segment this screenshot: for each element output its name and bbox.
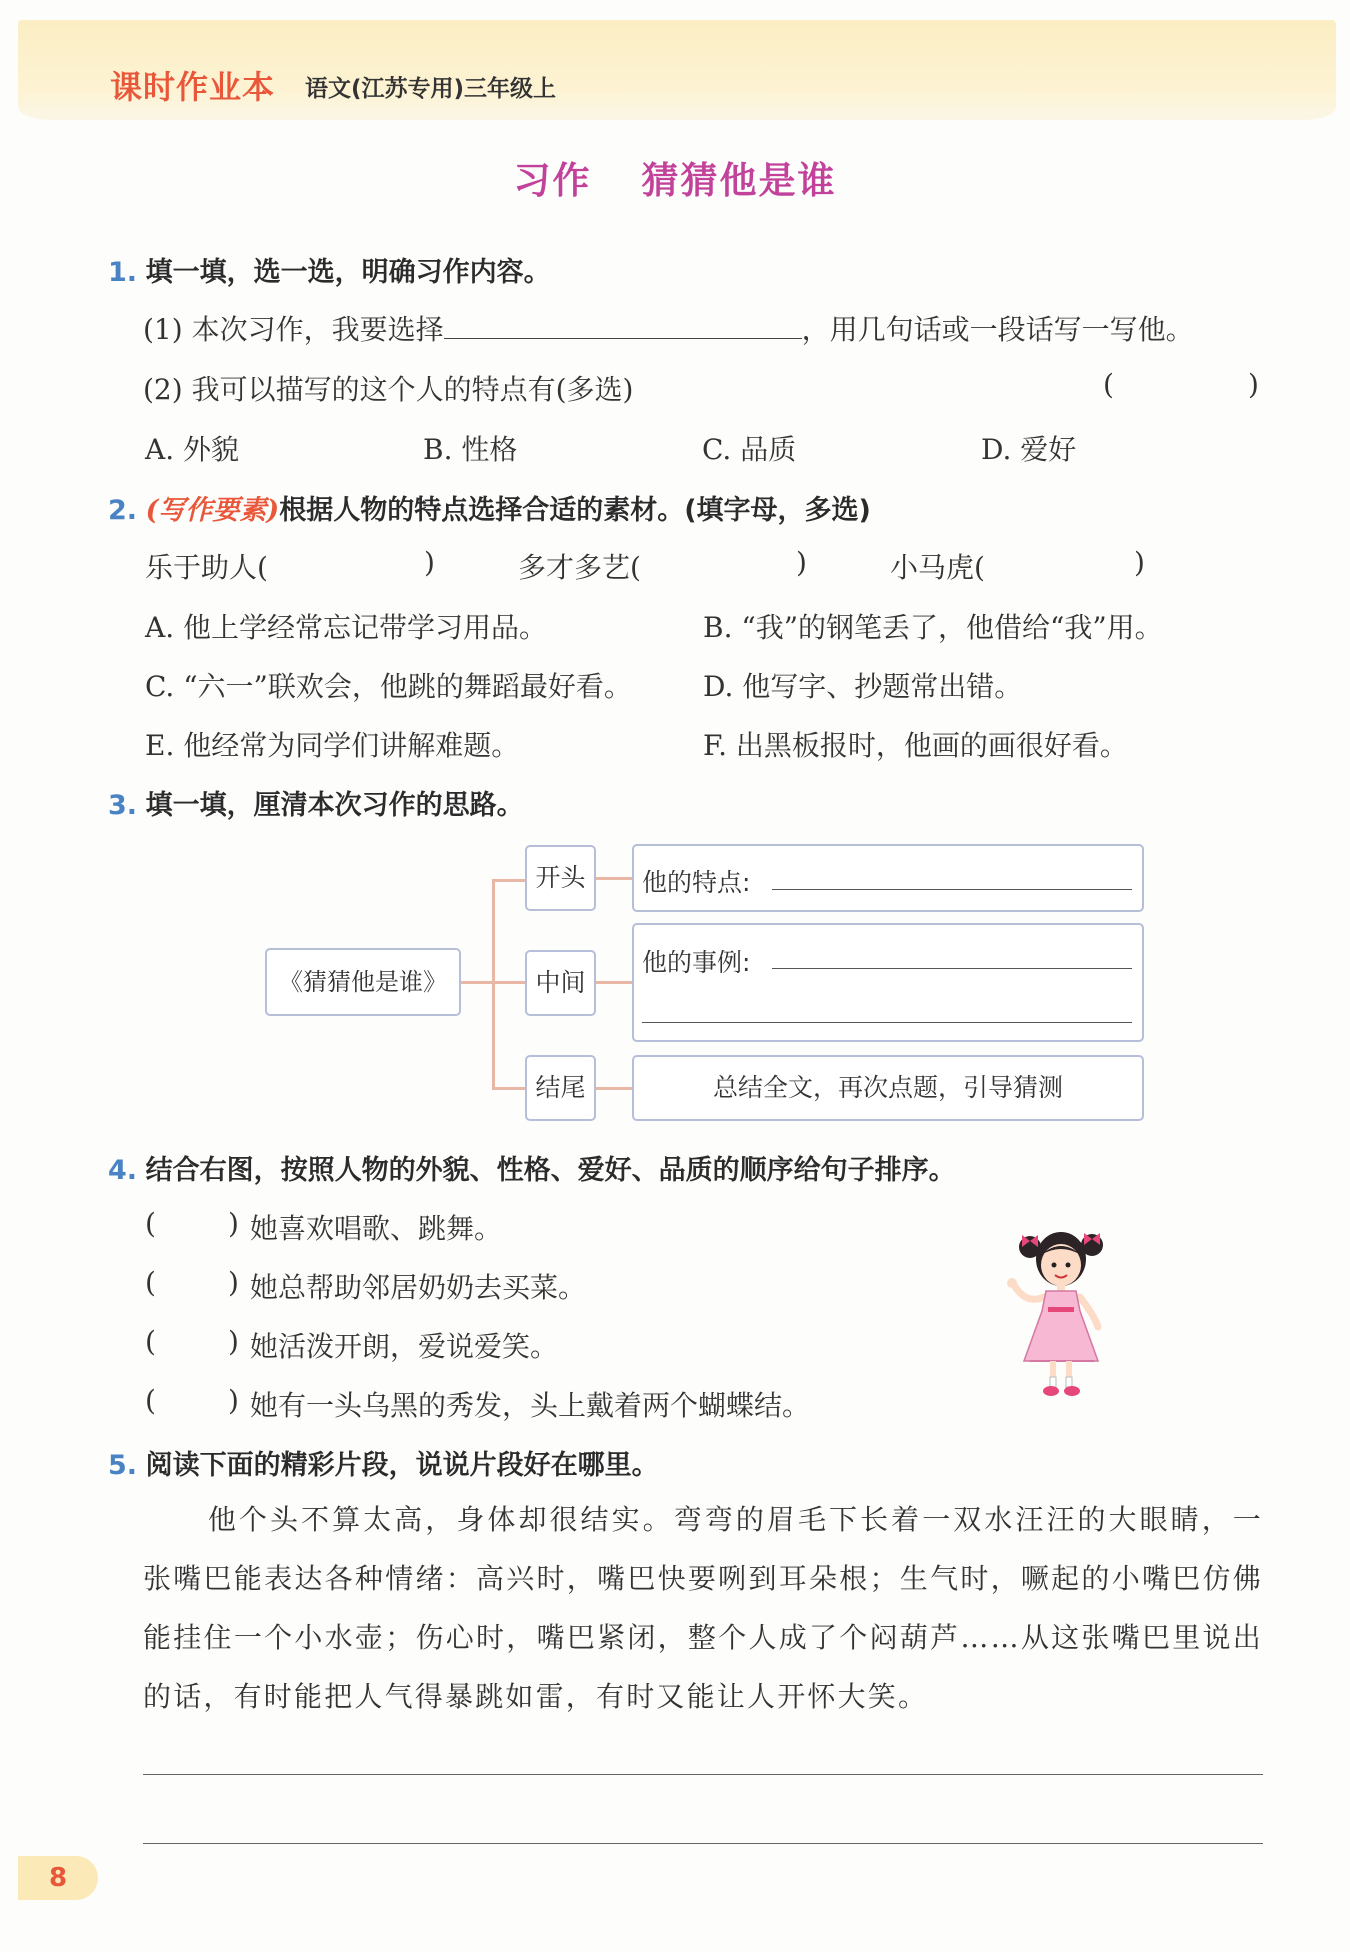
connector [596, 877, 634, 880]
paren-close: ) [424, 546, 435, 579]
connector [492, 879, 527, 882]
q4-order-field[interactable] [163, 1325, 221, 1361]
q4-order-field[interactable] [163, 1207, 221, 1243]
q1-option: C. 品质 [702, 433, 797, 466]
q2-option: F. 出黑板报时，他画的画很好看。 [703, 729, 1128, 762]
q4-item: 她总帮助邻居奶奶去买菜。 [250, 1271, 587, 1304]
start-label: 他的特点: [642, 868, 751, 897]
start-fill-line[interactable] [772, 889, 1132, 890]
page-number: 8 [18, 1856, 98, 1900]
question-text: 根据人物的特点选择合适的素材。(填字母，多选) [279, 495, 871, 526]
question-text: 结合右图，按照人物的外貌、性格、爱好、品质的顺序给句子排序。 [145, 1155, 956, 1186]
question-number: 5. [108, 1450, 138, 1481]
branch-start: 开头 [525, 845, 596, 911]
diagram-root: 《猜猜他是谁》 [265, 948, 461, 1016]
q1-sub1-suffix: ，用几句话或一段话写一写他。 [801, 313, 1194, 346]
middle-fill-line[interactable] [772, 968, 1132, 969]
q1-sub2-paren-close: ) [1248, 368, 1259, 401]
q4-item: 她喜欢唱歌、跳舞。 [250, 1212, 503, 1245]
q4-item: 她活泼开朗，爱说爱笑。 [250, 1330, 559, 1363]
trait-talented: 多才多艺( [518, 551, 641, 584]
q2-option: A. 他上学经常忘记带学习用品。 [145, 611, 548, 644]
connector [492, 879, 495, 1089]
q4-paren-open: ( [145, 1207, 156, 1240]
connector [492, 981, 527, 984]
q4-order-field[interactable] [163, 1266, 221, 1302]
q1-option: D. 爱好 [981, 433, 1077, 466]
question-text: 填一填，选一选，明确习作内容。 [145, 257, 551, 288]
q4-paren-close: ) [228, 1325, 239, 1358]
connector [596, 1087, 634, 1090]
question-2 [108, 488, 871, 527]
answer-line[interactable] [143, 1843, 1263, 1844]
paren-close: ) [796, 546, 807, 579]
q2-option: D. 他写字、抄题常出错。 [703, 670, 1023, 703]
trait-careless-field[interactable] [1006, 546, 1131, 582]
q4-paren-open: ( [145, 1384, 156, 1417]
branch-middle: 中间 [525, 950, 596, 1016]
question-number: 3. [108, 790, 138, 821]
q1-option: A. 外貌 [145, 433, 240, 466]
question-text: 填一填，厘清本次习作的思路。 [145, 790, 524, 821]
answer-line[interactable] [143, 1774, 1263, 1775]
q1-sub1 [143, 308, 1194, 348]
middle-label: 他的事例: [642, 948, 751, 977]
q4-paren-close: ) [228, 1384, 239, 1417]
question-text: 阅读下面的精彩片段，说说片段好在哪里。 [145, 1450, 659, 1481]
question-1 [108, 250, 551, 289]
title-part2: 猜猜他是谁 [641, 159, 837, 202]
q4-order-field[interactable] [163, 1384, 221, 1420]
question-3 [108, 783, 524, 822]
connector [596, 981, 634, 984]
brand-title: 课时作业本 [110, 68, 276, 106]
q2-option: B. “我”的钢笔丢了，他借给“我”用。 [703, 611, 1163, 644]
question-4 [108, 1148, 956, 1187]
girl-illustration [1000, 1215, 1120, 1415]
q2-option: E. 他经常为同学们讲解难题。 [145, 729, 520, 762]
q2-option: C. “六一”联欢会，他跳的舞蹈最好看。 [145, 670, 632, 703]
title-part1: 习作 [513, 159, 592, 202]
question-5 [108, 1443, 659, 1482]
q1-sub2: (2) 我可以描写的这个人的特点有(多选) [143, 373, 634, 406]
passage [143, 1490, 1263, 1726]
q1-sub1-blank[interactable] [444, 308, 802, 339]
question-number: 1. [108, 257, 138, 288]
page-title [0, 150, 1350, 204]
trait-talented-field[interactable] [668, 546, 793, 582]
q4-item: 她有一头乌黑的秀发，头上戴着两个蝴蝶结。 [250, 1389, 811, 1422]
trait-helpful-field[interactable] [290, 546, 415, 582]
q4-paren-close: ) [228, 1266, 239, 1299]
q1-sub2-paren-open: ( [1103, 368, 1114, 401]
middle-fill-line-2[interactable] [642, 1022, 1132, 1023]
q1-sub2-answer-field[interactable] [1125, 368, 1243, 404]
subject-label: 语文(江苏专用)三年级上 [305, 76, 557, 102]
middle-box [632, 923, 1144, 1042]
q4-paren-close: ) [228, 1207, 239, 1240]
trait-careless: 小马虎( [890, 551, 985, 584]
paren-close: ) [1134, 546, 1145, 579]
passage-text: 他个头不算太高，身体却很结实。弯弯的眉毛下长着一双水汪汪的大眼睛，一张嘴巴能表达各种情绪：高兴时，嘴巴快要咧到耳朵根；生气时，噘起的小嘴巴仿佛能挂住一个小水壶；伤心时，嘴巴紧闭，整个人成了个闷葫芦……从这张嘴巴里说出的话，有时能把人气得暴跳如雷，有时又能让人开怀大笑。 [143, 1503, 1263, 1713]
branch-end: 结尾 [525, 1055, 596, 1121]
question-number: 2. [108, 495, 138, 526]
start-box [632, 844, 1144, 912]
connector [492, 1087, 527, 1090]
question-number: 4. [108, 1155, 138, 1186]
q4-paren-open: ( [145, 1325, 156, 1358]
q1-option: B. 性格 [423, 433, 518, 466]
connector [461, 981, 493, 984]
end-box: 总结全文，再次点题，引导猜测 [632, 1055, 1144, 1121]
q1-sub1-prefix: (1) 本次习作，我要选择 [143, 313, 444, 346]
trait-helpful: 乐于助人( [145, 551, 268, 584]
q4-paren-open: ( [145, 1266, 156, 1299]
writing-element-tag: (写作要素) [145, 495, 280, 526]
